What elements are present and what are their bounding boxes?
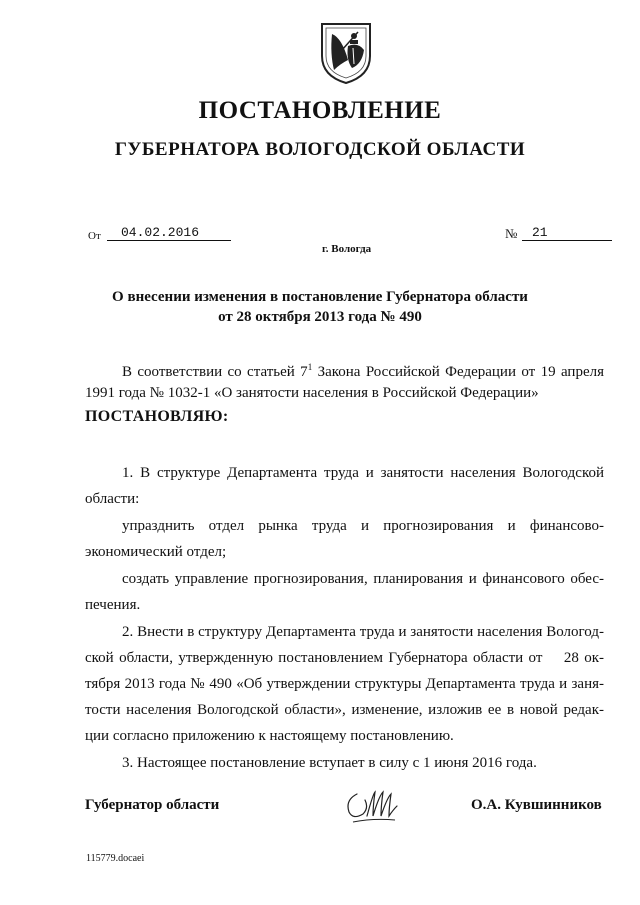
coat-of-arms-emblem xyxy=(318,20,374,86)
item-3-line-1: 3. Настоящее постановление вступает в силу с 1 июня 2016 года. xyxy=(122,755,537,771)
number-prefix: № xyxy=(505,226,518,241)
document-date: 04.02.2016 xyxy=(107,225,231,241)
preamble-superscript: 1 xyxy=(307,362,313,372)
preamble-text-b: Закона Российской Федерации от 19 апреля xyxy=(312,364,604,380)
item-1-line-2: области: xyxy=(85,491,140,507)
item-2-line-4: тости населения Вологодской области», изменение, изложив ее в новой редак- xyxy=(85,702,604,718)
item-2-line-1: 2. Внести в структуру Департамента труда и занятости населения Вологод- xyxy=(122,624,604,640)
item-1-line-3: упразднить отдел рынка труда и прогнозирования и финансово- xyxy=(122,518,604,534)
signatory-name: О.А. Кувшинников xyxy=(471,797,602,813)
subject-line-1: О внесении изменения в постановление Губернатора области xyxy=(112,289,528,305)
signatory-position: Губернатор области xyxy=(85,797,220,813)
item-2-line-5: ции согласно приложению к настоящему постановлению. xyxy=(85,728,454,744)
date-prefix: От xyxy=(88,230,101,242)
item-2-line-3: тября 2013 года № 490 «Об утверждении структуры Департамента труда и заня- xyxy=(85,676,604,692)
preamble-text-a: В соответствии со статьей 7 xyxy=(122,364,308,380)
document-id: 115779.docaei xyxy=(86,853,145,864)
document-number: 21 xyxy=(522,225,612,241)
city: г. Вологда xyxy=(322,243,372,255)
subject-line-2: от 28 октября 2013 года № 490 xyxy=(218,309,422,325)
document-subject xyxy=(0,287,640,327)
item-1-line-6: печения. xyxy=(85,597,141,613)
item-1-line-4: экономический отдел; xyxy=(85,544,227,560)
preamble-line-2: 1991 года № 1032-1 «О занятости населения в Российской Федерации» xyxy=(85,385,539,401)
item-2-line-2: ской области, утвержденную постановлением Губернатора области от 28 ок- xyxy=(85,650,604,666)
handwritten-signature xyxy=(343,786,401,826)
item-1-line-5: создать управление прогнозирования, планирования и финансового обес- xyxy=(122,571,604,587)
document-title: ПОСТАНОВЛЕНИЕ xyxy=(198,97,442,124)
decree-word: ПОСТАНОВЛЯЮ: xyxy=(85,408,229,425)
document-subtitle: ГУБЕРНАТОРА ВОЛОГОДСКОЙ ОБЛАСТИ xyxy=(114,139,526,160)
item-1-line-1: 1. В структуре Департамента труда и занятости населения Вологодской xyxy=(122,465,604,481)
